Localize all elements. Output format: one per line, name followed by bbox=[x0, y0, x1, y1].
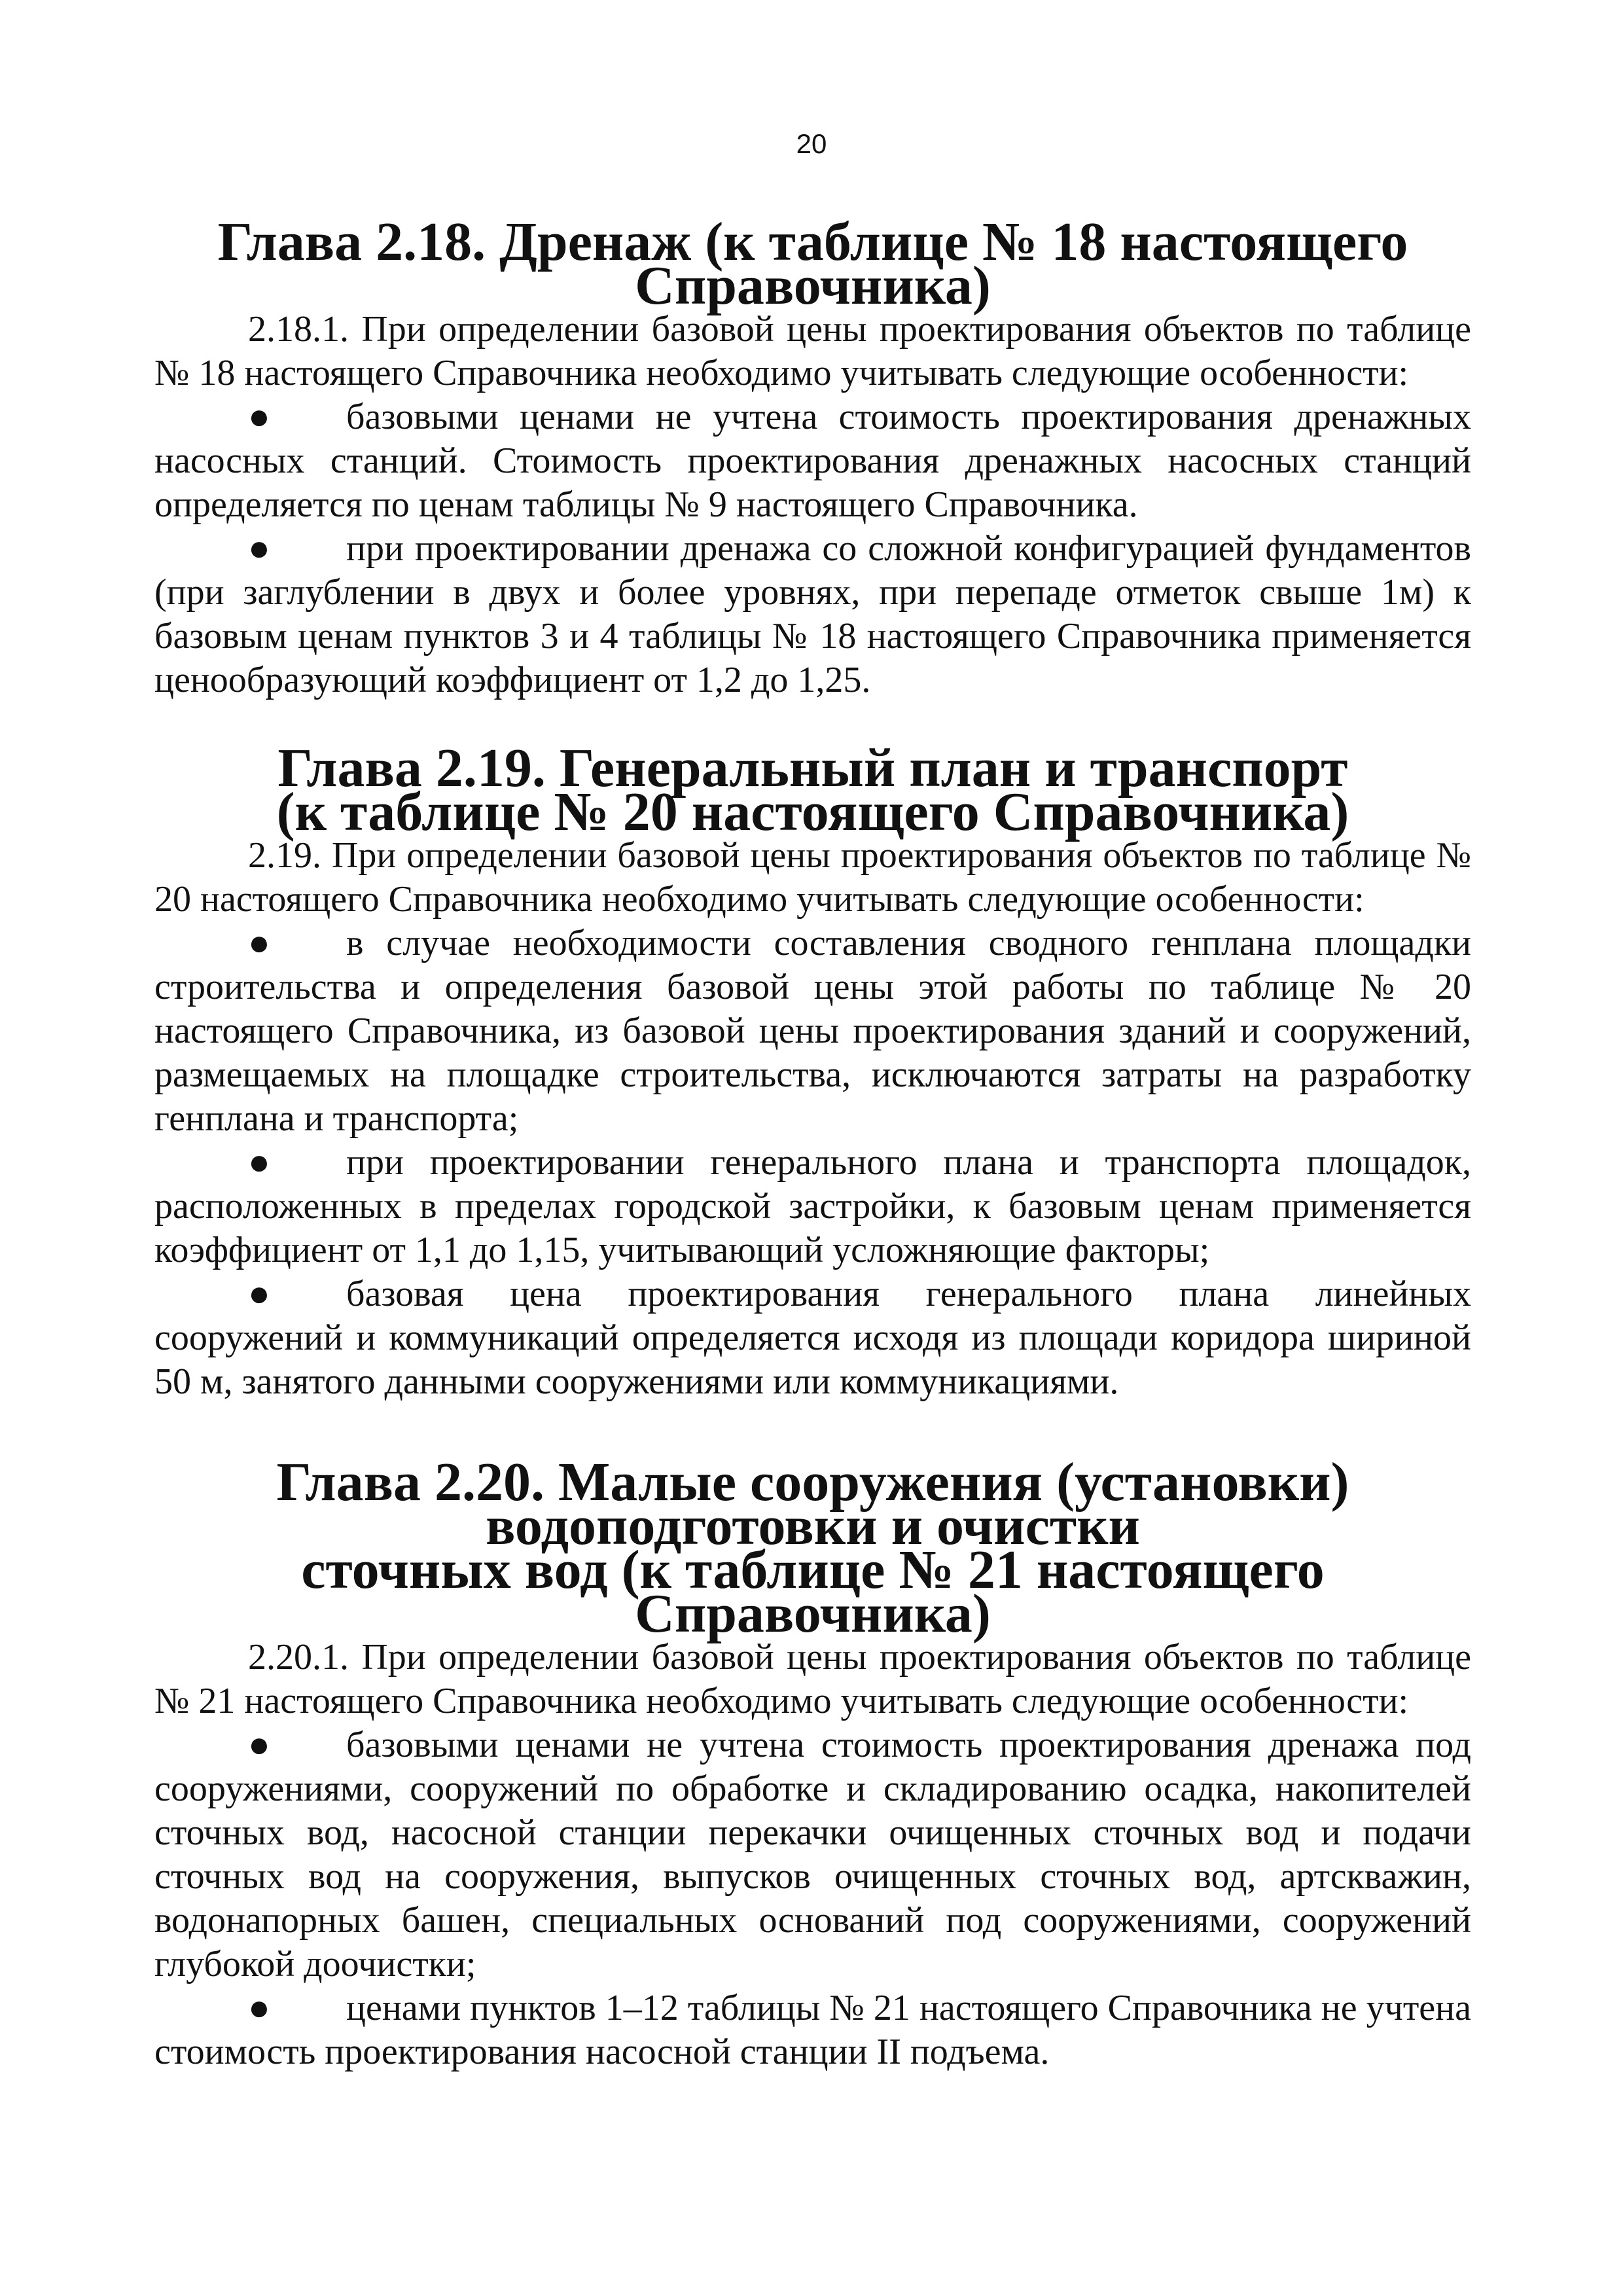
bullet-dot-icon: ● bbox=[248, 1988, 270, 2028]
chapter-heading-line: сточных вод (к таблице № 21 настоящего Справочника) bbox=[301, 1539, 1325, 1644]
page-number: 20 bbox=[796, 128, 827, 159]
chapter-heading bbox=[154, 1452, 1471, 1644]
bullet-dot-icon: ● bbox=[248, 1725, 270, 1765]
bullet-dot-icon: ● bbox=[248, 528, 270, 569]
chapter-heading bbox=[154, 738, 1471, 842]
bullet-item bbox=[154, 1141, 1471, 1272]
chapter-intro-paragraph: 2.18.1. При определении базовой цены проектирования объектов по таблице № 18 настоящего Справочника необходимо учитывать следующие особенности: bbox=[154, 309, 1471, 393]
chapter-2-20 bbox=[154, 1452, 1471, 2074]
bullet-text: в случае необходимости составления сводного генплана площадки строительства и определения базовой цены этой работы по таблице № 20 настоящего Справочника, из базовой цены проектирования зданий и сооружений, размещаемых на площадке строительства, исключаются затраты на разработку генплана и транспорта; bbox=[154, 923, 1471, 1139]
bullet-item bbox=[154, 395, 1471, 527]
chapter-heading-line: Глава 2.18. Дренаж (к таблице № 18 настоящего Справочника) bbox=[217, 211, 1408, 316]
chapter-2-18 bbox=[154, 211, 1471, 702]
bullet-text: базовыми ценами не учтена стоимость проектирования дренажных насосных станций. Стоимость проектирования дренажных насосных станций определяется по ценам таблицы № 9 настоящего Справочника. bbox=[154, 397, 1471, 525]
chapter-heading bbox=[154, 211, 1471, 316]
bullet-text: ценами пунктов 1–12 таблицы № 21 настоящего Справочника не учтена стоимость проектирования насосной станции II подъема. bbox=[154, 1988, 1471, 2072]
bullet-dot-icon: ● bbox=[248, 397, 270, 437]
bullet-item bbox=[154, 1986, 1471, 2074]
bullet-item bbox=[154, 1723, 1471, 1986]
bullet-text: базовая цена проектирования генерального плана линейных сооружений и коммуникаций определяется исходя из площади коридора шириной 50 м, занятого данными сооружениями или коммуникациями. bbox=[154, 1274, 1471, 1402]
chapter-heading-line: Глава 2.19. Генеральный план и транспорт bbox=[277, 738, 1348, 798]
bullet-item bbox=[154, 527, 1471, 702]
bullet-dot-icon: ● bbox=[248, 1142, 270, 1183]
chapter-heading-line: (к таблице № 20 настоящего Справочника) bbox=[276, 781, 1349, 842]
chapter-intro-paragraph: 2.19. При определении базовой цены проектирования объектов по таблице № 20 настоящего Справочника необходимо учитывать следующие особенности: bbox=[154, 835, 1471, 920]
bullet-item bbox=[154, 1272, 1471, 1404]
bullet-dot-icon: ● bbox=[248, 923, 270, 963]
bullet-item bbox=[154, 922, 1471, 1141]
chapter-heading-line: Глава 2.20. Малые сооружения (установки) водоподготовки и очистки bbox=[276, 1452, 1349, 1556]
bullet-dot-icon: ● bbox=[248, 1274, 270, 1314]
document-body bbox=[154, 211, 1471, 2074]
bullet-text: при проектировании дренажа со сложной конфигурацией фундаментов (при заглублении в двух и более уровнях, при перепаде отметок свыше 1м) к базовым ценам пунктов 3 и 4 таблицы № 18 настоящего Справочника применяется ценообразующий коэффициент от 1,2 до 1,25. bbox=[154, 528, 1471, 700]
chapter-intro-paragraph: 2.20.1. При определении базовой цены проектирования объектов по таблице № 21 настоящего Справочника необходимо учитывать следующие особенности: bbox=[154, 1637, 1471, 1721]
bullet-text: при проектировании генерального плана и транспорта площадок, расположенных в пределах городской застройки, к базовым ценам применяется коэффициент от 1,1 до 1,15, учитывающий усложняющие факторы; bbox=[154, 1142, 1471, 1270]
chapter-2-19 bbox=[154, 738, 1471, 1404]
bullet-text: базовыми ценами не учтена стоимость проектирования дренажа под сооружениями, сооружений по обработке и складированию осадка, накопителей сточных вод, насосной станции перекачки очищенных сточных вод и подачи сточных вод на сооружения, выпусков очищенных сточных вод, артскважин, водонапорных башен, специальных оснований под сооружениями, сооружений глубокой доочистки; bbox=[154, 1725, 1471, 1984]
